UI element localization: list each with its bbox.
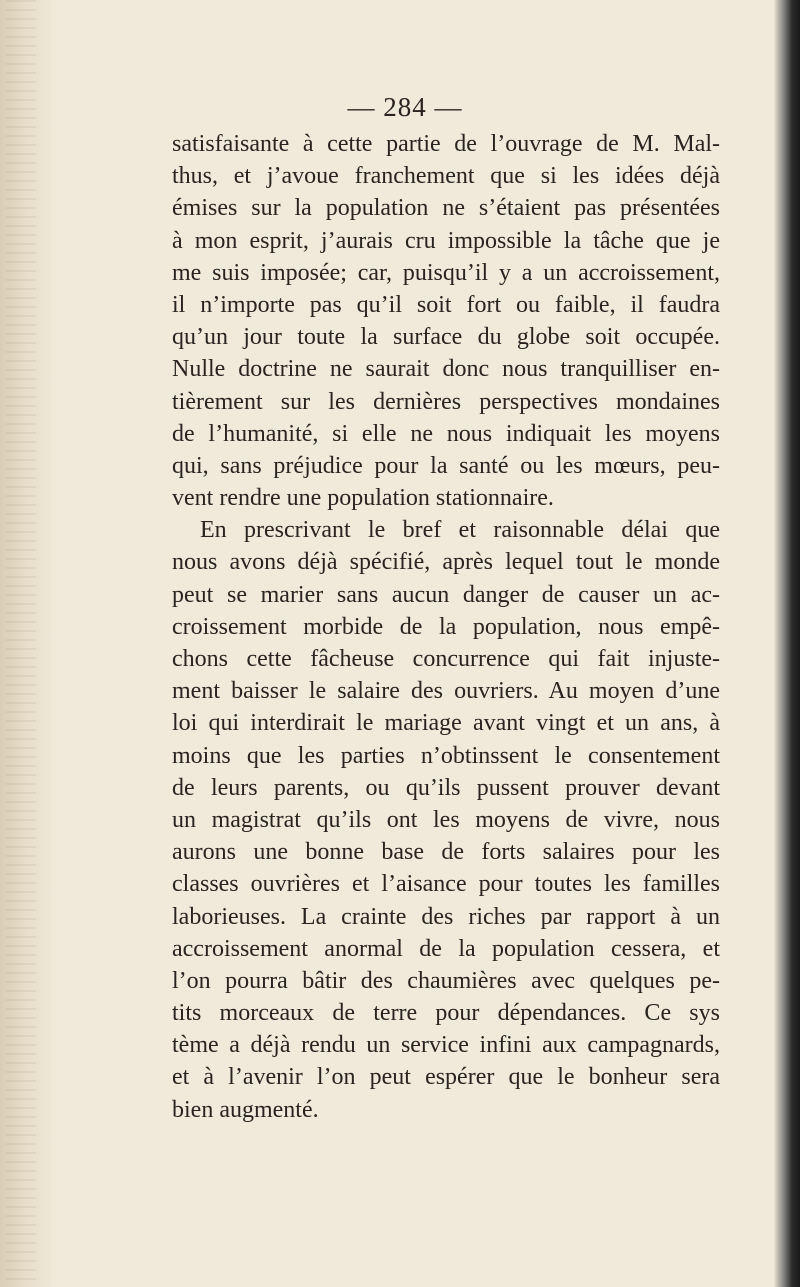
text-line: qu’un jour toute la surface du globe soit occupée.: [172, 324, 720, 351]
text-line: qui, sans préjudice pour la santé ou les mœurs, peu-: [172, 452, 720, 479]
text-line: accroissement anormal de la population cessera, et: [172, 935, 720, 962]
text-line: loi qui interdirait le mariage avant vingt et un ans, à: [172, 710, 720, 737]
page-edge: [774, 0, 800, 1287]
binding-gutter: [0, 0, 52, 1287]
text-line: classes ouvrières et l’aisance pour toutes les familles: [172, 871, 720, 898]
text-line: aurons une bonne base de forts salaires pour les: [172, 839, 720, 866]
text-line: émises sur la population ne s’étaient pas présentées: [172, 195, 720, 222]
text-line: tème a déjà rendu un service infini aux campagnards,: [172, 1032, 720, 1059]
text-line: il n’importe pas qu’il soit fort ou faible, il faudra: [172, 291, 720, 318]
text-line: laborieuses. La crainte des riches par rapport à un: [172, 903, 720, 930]
text-line: peut se marier sans aucun danger de causer un ac-: [172, 581, 720, 608]
text-line: moins que les parties n’obtinssent le consentement: [172, 742, 720, 769]
text-line: satisfaisante à cette partie de l’ouvrage de M. Mal-: [172, 131, 720, 157]
text-line: En prescrivant le bref et raisonnable délai que: [200, 517, 720, 544]
text-line: et à l’avenir l’on peut espérer que le bonheur sera: [172, 1064, 720, 1091]
text-line: tièrement sur les dernières perspectives mondaines: [172, 388, 720, 415]
text-line: bien augmenté.: [172, 1096, 319, 1123]
text-line: chons cette fâcheuse concurrence qui fait injuste-: [172, 646, 720, 672]
text-line: Nulle doctrine ne saurait donc nous tranquilliser en-: [172, 356, 720, 383]
text-line: nous avons déjà spécifié, après lequel tout le monde: [172, 549, 720, 576]
text-line: un magistrat qu’ils ont les moyens de vivre, nous: [172, 806, 720, 833]
text-line: de leurs parents, ou qu’ils pussent prouver devant: [172, 774, 720, 801]
text-line: l’on pourra bâtir des chaumières avec quelques pe-: [172, 967, 720, 994]
page-number: — 284 —: [347, 92, 463, 122]
text-line: à mon esprit, j’aurais cru impossible la tâche que je: [172, 227, 720, 254]
text-line: thus, et j’avoue franchement que si les idées déjà: [172, 163, 720, 190]
text-line: ment baisser le salaire des ouvriers. Au moyen d’une: [172, 678, 720, 705]
text-line: vent rendre une population stationnaire.: [172, 485, 554, 512]
text-line: croissement morbide de la population, nous empê-: [172, 613, 720, 640]
text-line: de l’humanité, si elle ne nous indiquait les moyens: [172, 420, 720, 447]
text-line: me suis imposée; car, puisqu’il y a un accroissement,: [172, 259, 720, 286]
text-line: tits morceaux de terre pour dépendances. Ce sys: [172, 1000, 720, 1027]
body-text: [172, 128, 720, 1126]
